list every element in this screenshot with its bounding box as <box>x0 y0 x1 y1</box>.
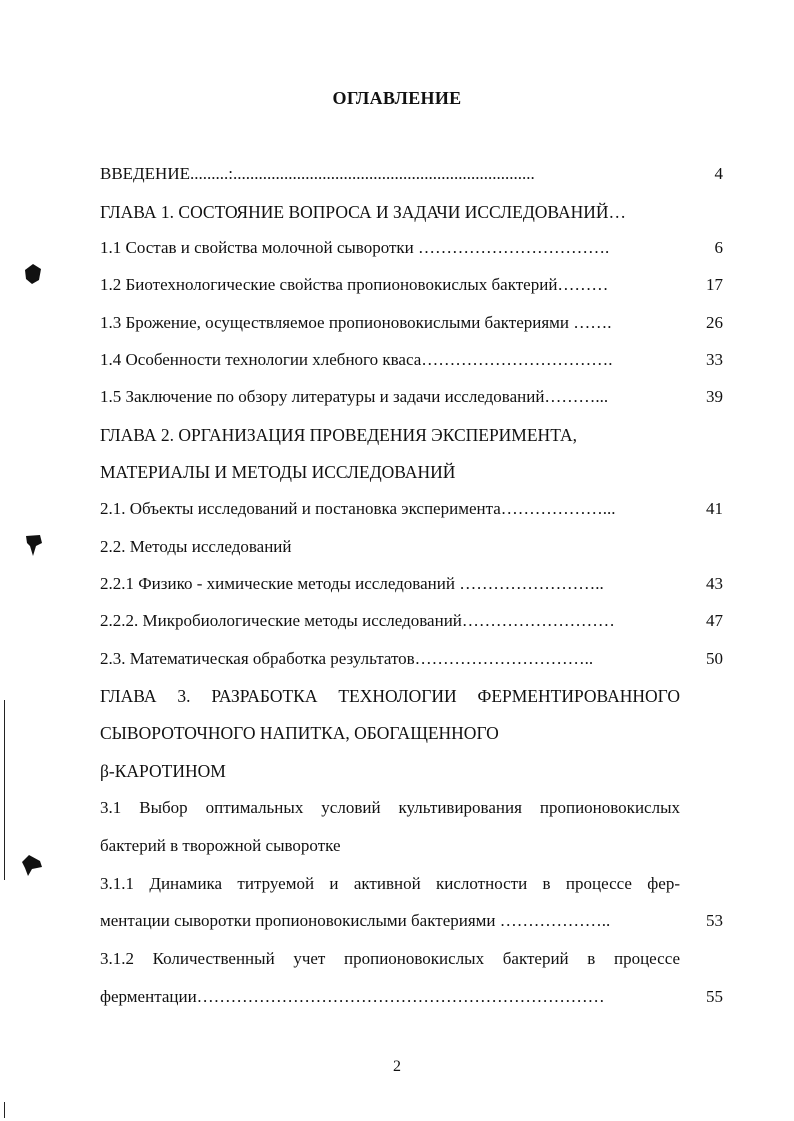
toc-item-2-3: 2.3. Математическая обработка результатов………………………….. <box>100 649 594 668</box>
toc-page-1-2: 17 <box>706 275 723 294</box>
scan-margin-tick <box>4 1102 5 1118</box>
toc-chapter-1: ГЛАВА 1. СОСТОЯНИЕ ВОПРОСА И ЗАДАЧИ ИССЛЕДОВАНИЙ… <box>100 202 627 222</box>
toc-item-1-5: 1.5 Заключение по обзору литературы и задачи исследований………... <box>100 387 609 406</box>
scan-hole-mark-1 <box>22 262 44 286</box>
toc-item-3-1-2-line-1: 3.1.2 Количественный учет пропионовокислых бактерий в процессе <box>100 949 680 968</box>
toc-page-1-5: 39 <box>706 387 723 406</box>
toc-page-1-4: 33 <box>706 350 723 369</box>
toc-item-3-1-1-line-1: 3.1.1 Динамика титруемой и активной кислотности в процессе фер- <box>100 874 680 893</box>
toc-chapter-2-line-2: МАТЕРИАЛЫ И МЕТОДЫ ИССЛЕДОВАНИЙ <box>100 462 456 482</box>
toc-page-2-2-2: 47 <box>706 611 723 630</box>
toc-page-1-1: 6 <box>714 238 723 257</box>
toc-item-2-1: 2.1. Объекты исследований и постановка эксперимента………………... <box>100 499 616 518</box>
toc-chapter-3-line-3: β-КАРОТИНОМ <box>100 761 226 781</box>
toc-item-2-2: 2.2. Методы исследований <box>100 537 292 556</box>
toc-page-1-3: 26 <box>706 313 723 332</box>
toc-chapter-2-line-1: ГЛАВА 2. ОРГАНИЗАЦИЯ ПРОВЕДЕНИЯ ЭКСПЕРИМЕНТА, <box>100 425 578 445</box>
toc-page-2-2-1: 43 <box>706 574 723 593</box>
toc-item-1-1: 1.1 Состав и свойства молочной сыворотки ……………………………. <box>100 238 610 257</box>
scan-margin-line <box>4 700 5 880</box>
toc-item-2-2-1: 2.2.1 Физико - химические методы исследований …………………….. <box>100 574 604 593</box>
toc-item-introduction: ВВЕДЕНИЕ.........:....................................................................... <box>100 164 535 183</box>
toc-chapter-3-line-1: ГЛАВА 3. РАЗРАБОТКА ТЕХНОЛОГИИ ФЕРМЕНТИРОВАННОГО <box>100 686 680 706</box>
page-number: 2 <box>393 1058 401 1075</box>
toc-page-2-3: 50 <box>706 649 723 668</box>
toc-item-1-3: 1.3 Брожение, осуществляемое пропионовокислыми бактериями ……. <box>100 313 612 332</box>
toc-page-3-1-1: 53 <box>706 911 723 930</box>
toc-page-3-1-2: 55 <box>706 987 723 1006</box>
toc-item-2-2-2: 2.2.2. Микробиологические методы исследований……………………… <box>100 611 615 630</box>
page-title: ОГЛАВЛЕНИЕ <box>332 88 462 108</box>
toc-item-1-2: 1.2 Биотехнологические свойства пропионовокислых бактерий……… <box>100 275 609 294</box>
toc-chapter-3-line-2: СЫВОРОТОЧНОГО НАПИТКА, ОБОГАЩЕННОГО <box>100 723 499 743</box>
toc-item-3-1-2-line-2: ферментации……………………………………………………………… <box>100 987 605 1006</box>
toc-item-3-1-line-1: 3.1 Выбор оптимальных условий культивирования пропионовокислых <box>100 798 680 817</box>
toc-page-introduction: 4 <box>714 164 723 183</box>
scan-hole-mark-3 <box>20 852 44 878</box>
toc-item-3-1-1-line-2: ментации сыворотки пропионовокислыми бактериями ……………….. <box>100 911 611 930</box>
toc-item-1-4: 1.4 Особенности технологии хлебного кваса……………………………. <box>100 350 613 369</box>
toc-page-2-1: 41 <box>706 499 723 518</box>
toc-item-3-1-line-2: бактерий в творожной сыворотке <box>100 836 341 855</box>
scan-hole-mark-2 <box>24 532 44 558</box>
